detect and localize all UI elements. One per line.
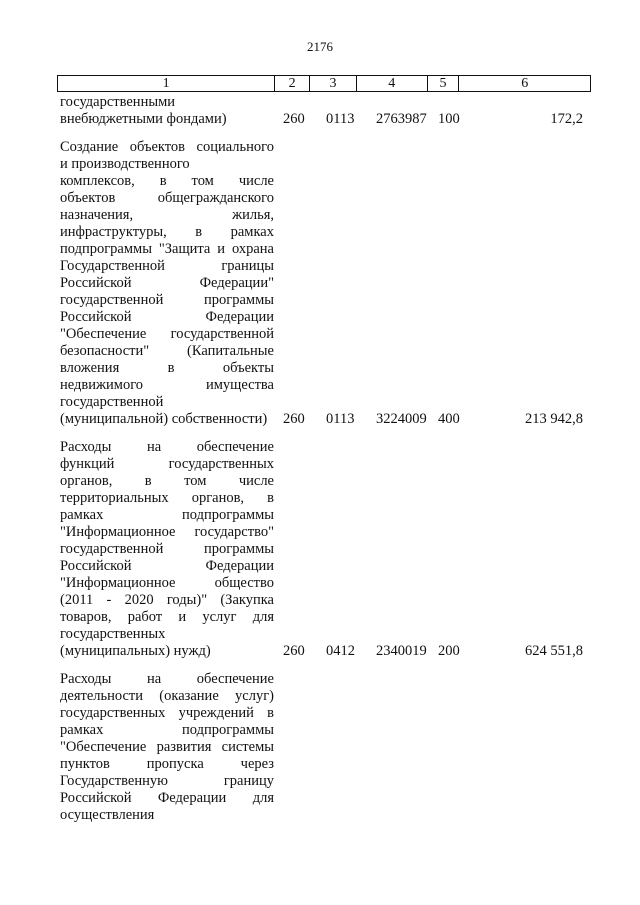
description-line: Российской Федерации" bbox=[60, 275, 274, 291]
description-line: рамках подпрограммы bbox=[60, 507, 274, 523]
description-line: (2011 - 2020 годы)" (Закупка bbox=[60, 592, 274, 608]
description-line: инфраструктуры, в рамках bbox=[60, 224, 274, 240]
description-line: подпрограммы "Защита и охрана bbox=[60, 241, 274, 257]
description-line: "Информационное государство" bbox=[60, 524, 274, 540]
description-line: пунктов пропуска через bbox=[60, 756, 274, 772]
description-line: недвижимого имущества bbox=[60, 377, 274, 393]
table-header-row bbox=[57, 75, 591, 92]
header-col-3: 3 bbox=[310, 76, 357, 91]
cell-amount: 624 551,8 bbox=[525, 643, 583, 659]
description-line: государственной программы bbox=[60, 541, 274, 557]
header-col-1: 1 bbox=[58, 76, 275, 91]
description-line: территориальных органов, в bbox=[60, 490, 274, 506]
description-line: внебюджетными фондами) bbox=[60, 111, 227, 127]
cell-target-article: 2340019 bbox=[376, 643, 427, 659]
description-line: осуществления bbox=[60, 807, 155, 823]
description-line: "Обеспечение развития системы bbox=[60, 739, 274, 755]
description-line: деятельности (оказание услуг) bbox=[60, 688, 274, 704]
description-line: государственной bbox=[60, 394, 164, 410]
row-description bbox=[60, 94, 274, 128]
description-line: государственными bbox=[60, 94, 176, 110]
description-line: объектов общегражданского bbox=[60, 190, 274, 206]
description-line: функций государственных bbox=[60, 456, 274, 472]
cell-ministry: 260 bbox=[283, 411, 305, 427]
cell-expense-type: 100 bbox=[438, 111, 460, 127]
description-line: государственных учреждений в bbox=[60, 705, 274, 721]
header-col-2: 2 bbox=[275, 76, 310, 91]
description-line: вложения в объекты bbox=[60, 360, 274, 376]
description-line: Расходы на обеспечение bbox=[60, 439, 274, 455]
header-col-5: 5 bbox=[428, 76, 460, 91]
description-line: "Обеспечение государственной bbox=[60, 326, 274, 342]
header-col-6: 6 bbox=[521, 76, 529, 91]
description-line: органов, в том числе bbox=[60, 473, 274, 489]
cell-ministry: 260 bbox=[283, 111, 305, 127]
row-description bbox=[60, 139, 274, 428]
description-line: комплексов, в том числе bbox=[60, 173, 274, 189]
cell-target-article: 3224009 bbox=[376, 411, 427, 427]
description-line: Российской Федерации для bbox=[60, 790, 274, 806]
cell-section: 0113 bbox=[326, 111, 355, 127]
description-line: государственной программы bbox=[60, 292, 274, 308]
header-col-4: 4 bbox=[357, 76, 428, 91]
cell-ministry: 260 bbox=[283, 643, 305, 659]
cell-target-article: 2763987 bbox=[376, 111, 427, 127]
description-line: Государственной границы bbox=[60, 258, 274, 274]
description-line: "Информационное общество bbox=[60, 575, 274, 591]
cell-expense-type: 400 bbox=[438, 411, 460, 427]
description-line: государственных bbox=[60, 626, 166, 642]
description-line: (муниципальной) собственности) bbox=[60, 411, 268, 427]
description-line: (муниципальных) нужд) bbox=[60, 643, 211, 659]
cell-expense-type: 200 bbox=[438, 643, 460, 659]
description-line: Российской Федерации bbox=[60, 309, 274, 325]
description-line: Создание объектов социального bbox=[60, 139, 274, 155]
description-line: рамках подпрограммы bbox=[60, 722, 274, 738]
description-line: Государственную границу bbox=[60, 773, 274, 789]
page-number: 2176 bbox=[307, 39, 333, 54]
row-description bbox=[60, 439, 274, 660]
description-line: и производственного bbox=[60, 156, 190, 172]
description-line: Расходы на обеспечение bbox=[60, 671, 274, 687]
cell-amount: 213 942,8 bbox=[525, 411, 583, 427]
description-line: назначения, жилья, bbox=[60, 207, 274, 223]
cell-section: 0412 bbox=[326, 643, 355, 659]
description-line: Российской Федерации bbox=[60, 558, 274, 574]
cell-amount: 172,2 bbox=[550, 111, 583, 127]
description-line: товаров, работ и услуг для bbox=[60, 609, 274, 625]
row-description bbox=[60, 671, 274, 824]
cell-section: 0113 bbox=[326, 411, 355, 427]
description-line: безопасности" (Капитальные bbox=[60, 343, 274, 359]
